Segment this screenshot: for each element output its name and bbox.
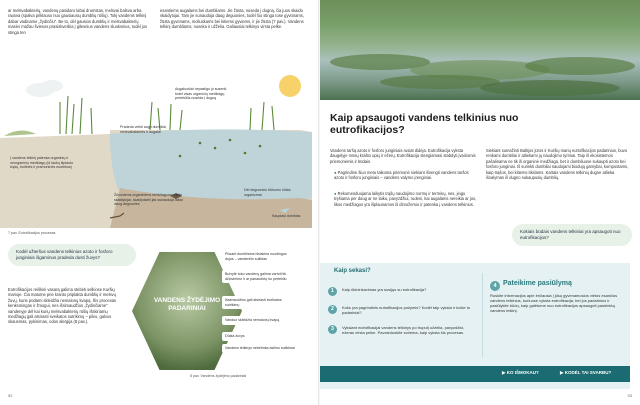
why-label: KODĖL TAI SVARBU? (564, 370, 612, 375)
question-2-number: 2 (328, 305, 337, 314)
diagram-label-right1: Dėl deguonies trūkumo žūsta organizmai (244, 188, 291, 197)
bullet-1-text: Pagrindinė šiuo metu taikoma priemonė siekiant išvengti vandens taršos azoto ir fosforo junginiais – vandens valymo įrenginiai. (334, 170, 469, 181)
question-3-number: 3 (328, 325, 337, 334)
arrow-icon: ▶ (560, 370, 565, 375)
diagram-label-left: Į vandens telkinį patenka organinių ir neorganinių medžiagų (iš laukų išplauto trąšų, buitinės ir pramoninės nuotekos) (10, 156, 74, 170)
right-col1-text: Vandens taršą azoto ir fosforo junginiais rusiat didėja. Eutrofikacija vyksta daugelyje mūsų krašto upių ir ežerų. Eutrofikacija stengiamasi stabdyti įvairiomis priemonėmis ir būdais. (330, 148, 476, 164)
right-page (320, 0, 640, 405)
right-page-number: 93 (627, 393, 632, 398)
photo-caption: 8 pav. Vandens žydėjimo padariniai (190, 374, 247, 378)
question-1-number: 1 (328, 287, 337, 296)
bloom-callout-1: Pūsant dumbliams išsiskiria nuodingos dujos – vandenilio sulfidas (222, 250, 298, 263)
learned-label: KO IŠMOKAU? (506, 370, 539, 375)
task-4-number: 4 (490, 281, 500, 291)
bloom-callout-2: Bulvytė toko vandeny galima vartoti tik džiovinimo ir ar panaudotų šo pertekliu (222, 270, 298, 283)
task-4-text: Ruskite informacijos apie ėrčlausia į jūsų gyvenamosios vietos esančius vandens telkinius, kuriuose vyksta eutrofikacija, bei jos padarinius ir pasiūlykite būdų, kaip galėtume nuo eutrofikacijos apsaugoti pasirinktą vandens telkinį. (490, 293, 618, 313)
bullet-dot-icon: ● (334, 170, 338, 175)
left-col1b-text: Eutrofikacijos reiškini vasarą galima stebėti selkiose Kuršių marioje. Čia matome prie kranto priplakta dumblių ir melsvų žuvų, kurie pūdami skleidžia nemalonų kvapą. Šis procesas kenksmingas ir žmogui, nes išsimaudžius „žydinčiame" vandenyje dėl kai kurių melsvabakterių rūšių išskiriamų medžiagų gali atsirasti sveikatos sutrikimų – pilvo, galvos skausmas, pykinimas, odos alergija (8 pav.). (8, 287, 117, 325)
card-divider (482, 273, 483, 357)
bloom-callout-6: Vandens telkinys nebetinka asilmo sutikimai (222, 344, 298, 353)
right-bullet-1 (334, 170, 478, 181)
diagram-label-mid: Pradeda veikti augti dumbliai, melsvabakterės ir augalai (120, 125, 167, 134)
lake-photo (320, 0, 640, 100)
question-2-text: Koks yra pagrindinis eutrofikacijos požymis? Kodėl taip vyksta ir kokie to padariniai? (342, 305, 471, 315)
bloom-callout-5: Dūsta žuvys (222, 332, 298, 341)
left-col2-text: esantiems augalams bei dumbliams. Jie žūsta, nuseda į dugną, čia juos skaido skaidytojai. Tam jie sunaudoja daug deguonies, todėl šio stinga tose gyvūnams, žūsta gyvūnams, moliuskams bei kitiems gyviems, ir jie žūsta (7 pav.). Vandens telkinį dumbliams, nuseka ir užželia. Galiausiai telkinys virsta pelke. (160, 8, 304, 30)
left-col1-text: ar melsvabakterių, vandenų pasidaro labai drumstas, melsvai balsva arba rausva (spalva priklauso nuo gausiausių dumblių rūšių). Tokį vandenis telkinį dabar vadiname „žydinčiu". Be to, dėl gausios dumblių ir melsvabakterių masės mažau šviesos prasiskverbia į gilesnius vandens sluoksnius, todėl jos stinga ten (8, 8, 148, 35)
bullet-dot-icon: ● (334, 191, 338, 196)
right-bullet-2 (334, 191, 478, 207)
bottom-nav-bar (320, 366, 630, 382)
task-4-heading: Pateikime pasiūlymą (503, 280, 572, 287)
question-1-text: Kaip ūkininkavimas yra susijęs su eutrofikacija? (342, 287, 427, 292)
left-page-number: 92 (8, 393, 13, 398)
water-bloom-title: VANDENS ŽYDĖJIMO PADARINIAI (153, 297, 221, 312)
diagram-label-top: Augaluošiai nepasiigo ju susenti, todel visas organinių medžiagų pertekliūs nusėda į dugną (175, 87, 228, 101)
learned-button[interactable] (502, 370, 539, 376)
left-speech-bubble: Kodėl užteršus vandens telkinius azoto ir fosforo junginiais išgaminus pradeda dusti žuvys? (8, 244, 136, 266)
right-title: Kaip apsaugoti vandens telkinius nuo eutrofikacijos? (330, 112, 519, 136)
diagram-caption: 7 pav. Eutrofikacijos procesas (8, 231, 56, 235)
question-3-text: Vykslant eutrofikacijai vandens telkinys po truputį užželia, pavyzdžiui, ežeras virsta pelke. Pavaizduokite schema, kaip vyksta šis procesas. (342, 325, 465, 335)
bloom-callout-4: Vanduo skleidžia nemalonų kvapą (222, 316, 298, 325)
review-heading: Kaip sekasi? (334, 268, 371, 274)
right-speech-bubble: Kokiais būdais vandens telkiniai yra apsaugoti nuo eutrofikacijos? (512, 224, 632, 246)
diagram-label-right2: Kaupiasi dumblas (272, 214, 301, 218)
diagram-label-bottom: Žūvusiems organinėms medžiagoms mirtis skaidytojai, skaidydami jas sunaudoja labai daug deguonies (114, 193, 183, 207)
arrow-icon: ▶ (502, 370, 507, 375)
bloom-callout-3: Išsimaudžius gali atsirasti sveikatos sutrikimų (222, 296, 298, 309)
right-col2-text: Siekiant sumažinti Baltijos jūros ir Kuršių marių eutrofikacijos padarinius, buvo renkami dumbliai ir atliekami jų naudojimo tyrimai. Taip iš ekosistemos pašalinama ne tik iš organinė medžiaga, bet ir dumbliuose sukaupti azoto bei fosforo junginiai. Iš surinkti dumbliai naudojami biodujų gamybai, kompostams, kaip trąšos, bei kitiems tikslams. Kartais vandens telkinių dugne atlieka išvalymas iš dugno sukaupusių dumblių. (486, 148, 629, 181)
bullet-2-text: Rekomenduojama laikytis trąšų naudojimo normų ir terminų, nes, jeigu tręšiama per daug ar ne laiku, pavyzdžiui, rudeni, kai augalams nereikia ar jos, likos medžiagos yra išplaunamos iš dirvožemio ir patenka į vandens telkinius. (334, 191, 477, 207)
why-important-button[interactable] (560, 370, 611, 376)
